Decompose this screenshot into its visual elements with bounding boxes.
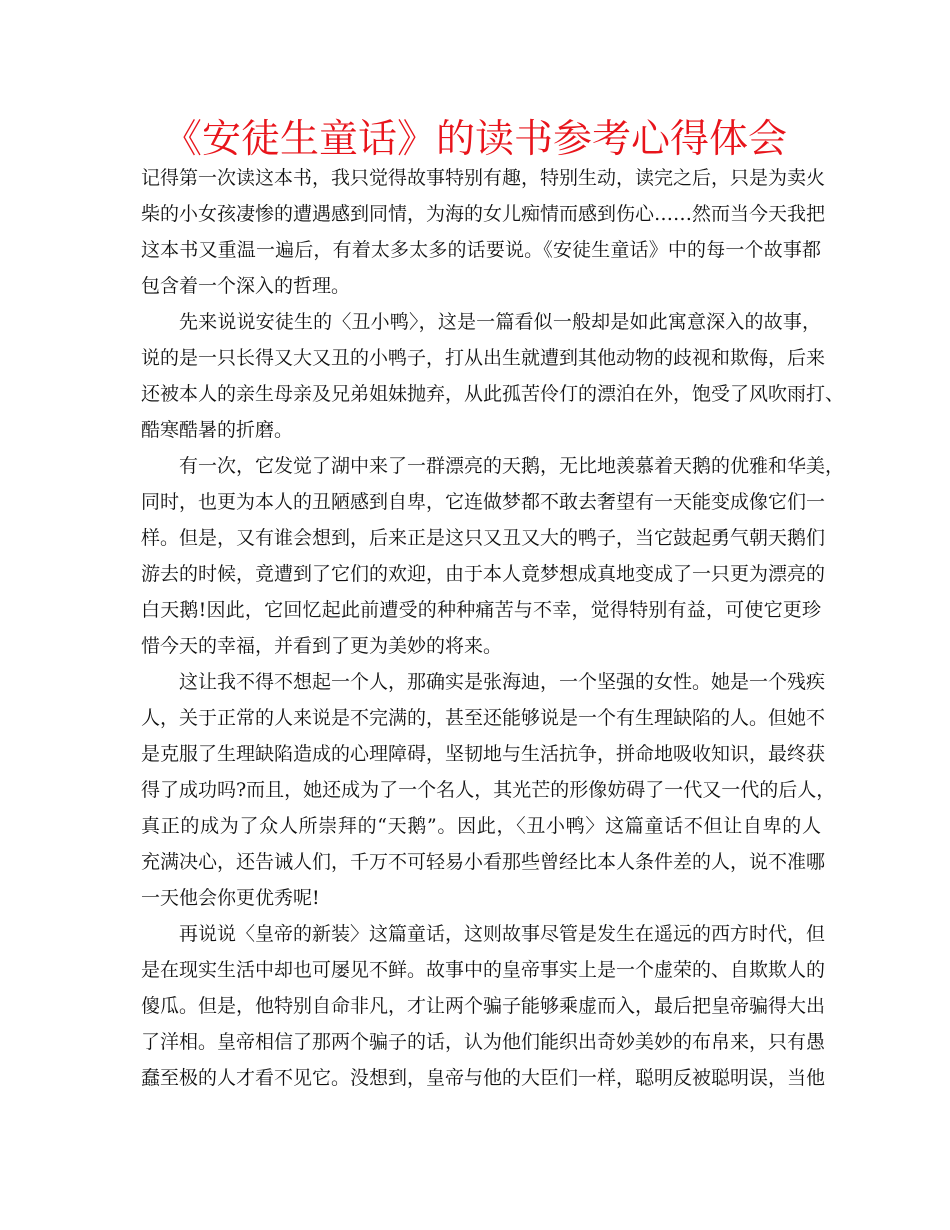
paragraph-line: 还被本人的亲生母亲及兄弟姐妹抛弃，从此孤苦伶仃的漂泊在外，饱受了风吹雨打、 [141,383,845,405]
paragraph-line: 真正的成为了众人所崇拜的“天鹅”。因此，〈丑小鸭〉这篇童话不但让自卑的人 [141,815,821,837]
paragraph-line: 人，关于正常的人来说是不完满的，甚至还能够说是一个有生理缺陷的人。但她不 [141,707,826,729]
paragraph [141,448,845,664]
paragraph-line: 酷寒酷暑的折磨。 [141,419,294,441]
paragraph [141,664,836,916]
paragraph-line: 说的是一只长得又大又丑的小鸭子，打从出生就遭到其他动物的歧视和欺侮，后来 [141,347,826,369]
paragraph-line: 蠢至极的人才看不见它。没想到，皇帝与他的大臣们一样，聪明反被聪明误，当他 [141,1067,826,1089]
paragraph-line: 是在现实生活中却也可屡见不鲜。故事中的皇帝事实上是一个虚荣的、自欺欺人的 [141,959,826,981]
paragraph [141,304,845,448]
paragraph-line: 记得第一次读这本书，我只觉得故事特别有趣，特别生动，读完之后，只是为卖火 [141,167,826,189]
paragraph-line: 包含着一个深入的哲理。 [141,275,351,297]
paragraph-line: 得了成功吗?而且，她还成为了一个名人，其光芒的形像妨碍了一代又一代的后人， [141,779,836,801]
paragraph-line: 这本书又重温一遍后，有着太多太多的话要说。《安徒生童话》中的每一个故事都 [141,239,821,261]
paragraph-line: 这让我不得不想起一个人，那确实是张海迪，一个坚强的女性。她是一个残疾 [179,671,826,693]
paragraph-line: 一天他会你更优秀呢! [141,887,320,909]
paragraph-line: 再说说〈皇帝的新装〉这篇童话，这则故事尽管是发生在遥远的西方时代，但 [179,923,826,945]
document-title: 《安徒生童话》的读书参考心得体会 [162,117,787,162]
paragraph-line: 充满决心，还告诫人们，千万不可轻易小看那些曾经比本人条件差的人，说不准哪 [141,851,826,873]
paragraph-line: 游去的时候，竟遭到了它们的欢迎，由于本人竟梦想成真地变成了一只更为漂亮的 [141,563,826,585]
paragraph-line: 有一次，它发觉了湖中来了一群漂亮的天鹅，无比地羡慕着天鹅的优雅和华美， [179,455,845,477]
paragraph-line: 是克服了生理缺陷造成的心理障碍，坚韧地与生活抗争，拼命地吸收知识，最终获 [141,743,826,765]
paragraph-line: 柴的小女孩凄惨的遭遇感到同情，为海的女儿痴情而感到伤心……然而当今天我把 [141,203,826,225]
paragraph [141,916,826,1096]
paragraph [141,160,826,304]
document-body [141,160,845,1096]
paragraph-line: 样。但是，又有谁会想到，后来正是这只又丑又大的鸭子，当它鼓起勇气朝天鹅们 [141,527,826,549]
paragraph-line: 白天鹅!因此，它回忆起此前遭受的种种痛苦与不幸，觉得特别有益，可使它更珍 [141,599,821,621]
paragraph-line: 惜今天的幸福，并看到了更为美妙的将来。 [141,635,503,657]
paragraph-line: 同时，也更为本人的丑陋感到自卑，它连做梦都不敢去奢望有一天能变成像它们一 [141,491,826,513]
paragraph-line: 傻瓜。但是，他特别自命非凡，才让两个骗子能够乘虚而入，最后把皇帝骗得大出 [141,995,826,1017]
paragraph-line: 先来说说安徒生的〈丑小鸭〉，这是一篇看似一般却是如此寓意深入的故事， [179,311,821,333]
paragraph-line: 了洋相。皇帝相信了那两个骗子的话，认为他们能织出奇妙美妙的布帛来，只有愚 [141,1031,826,1053]
